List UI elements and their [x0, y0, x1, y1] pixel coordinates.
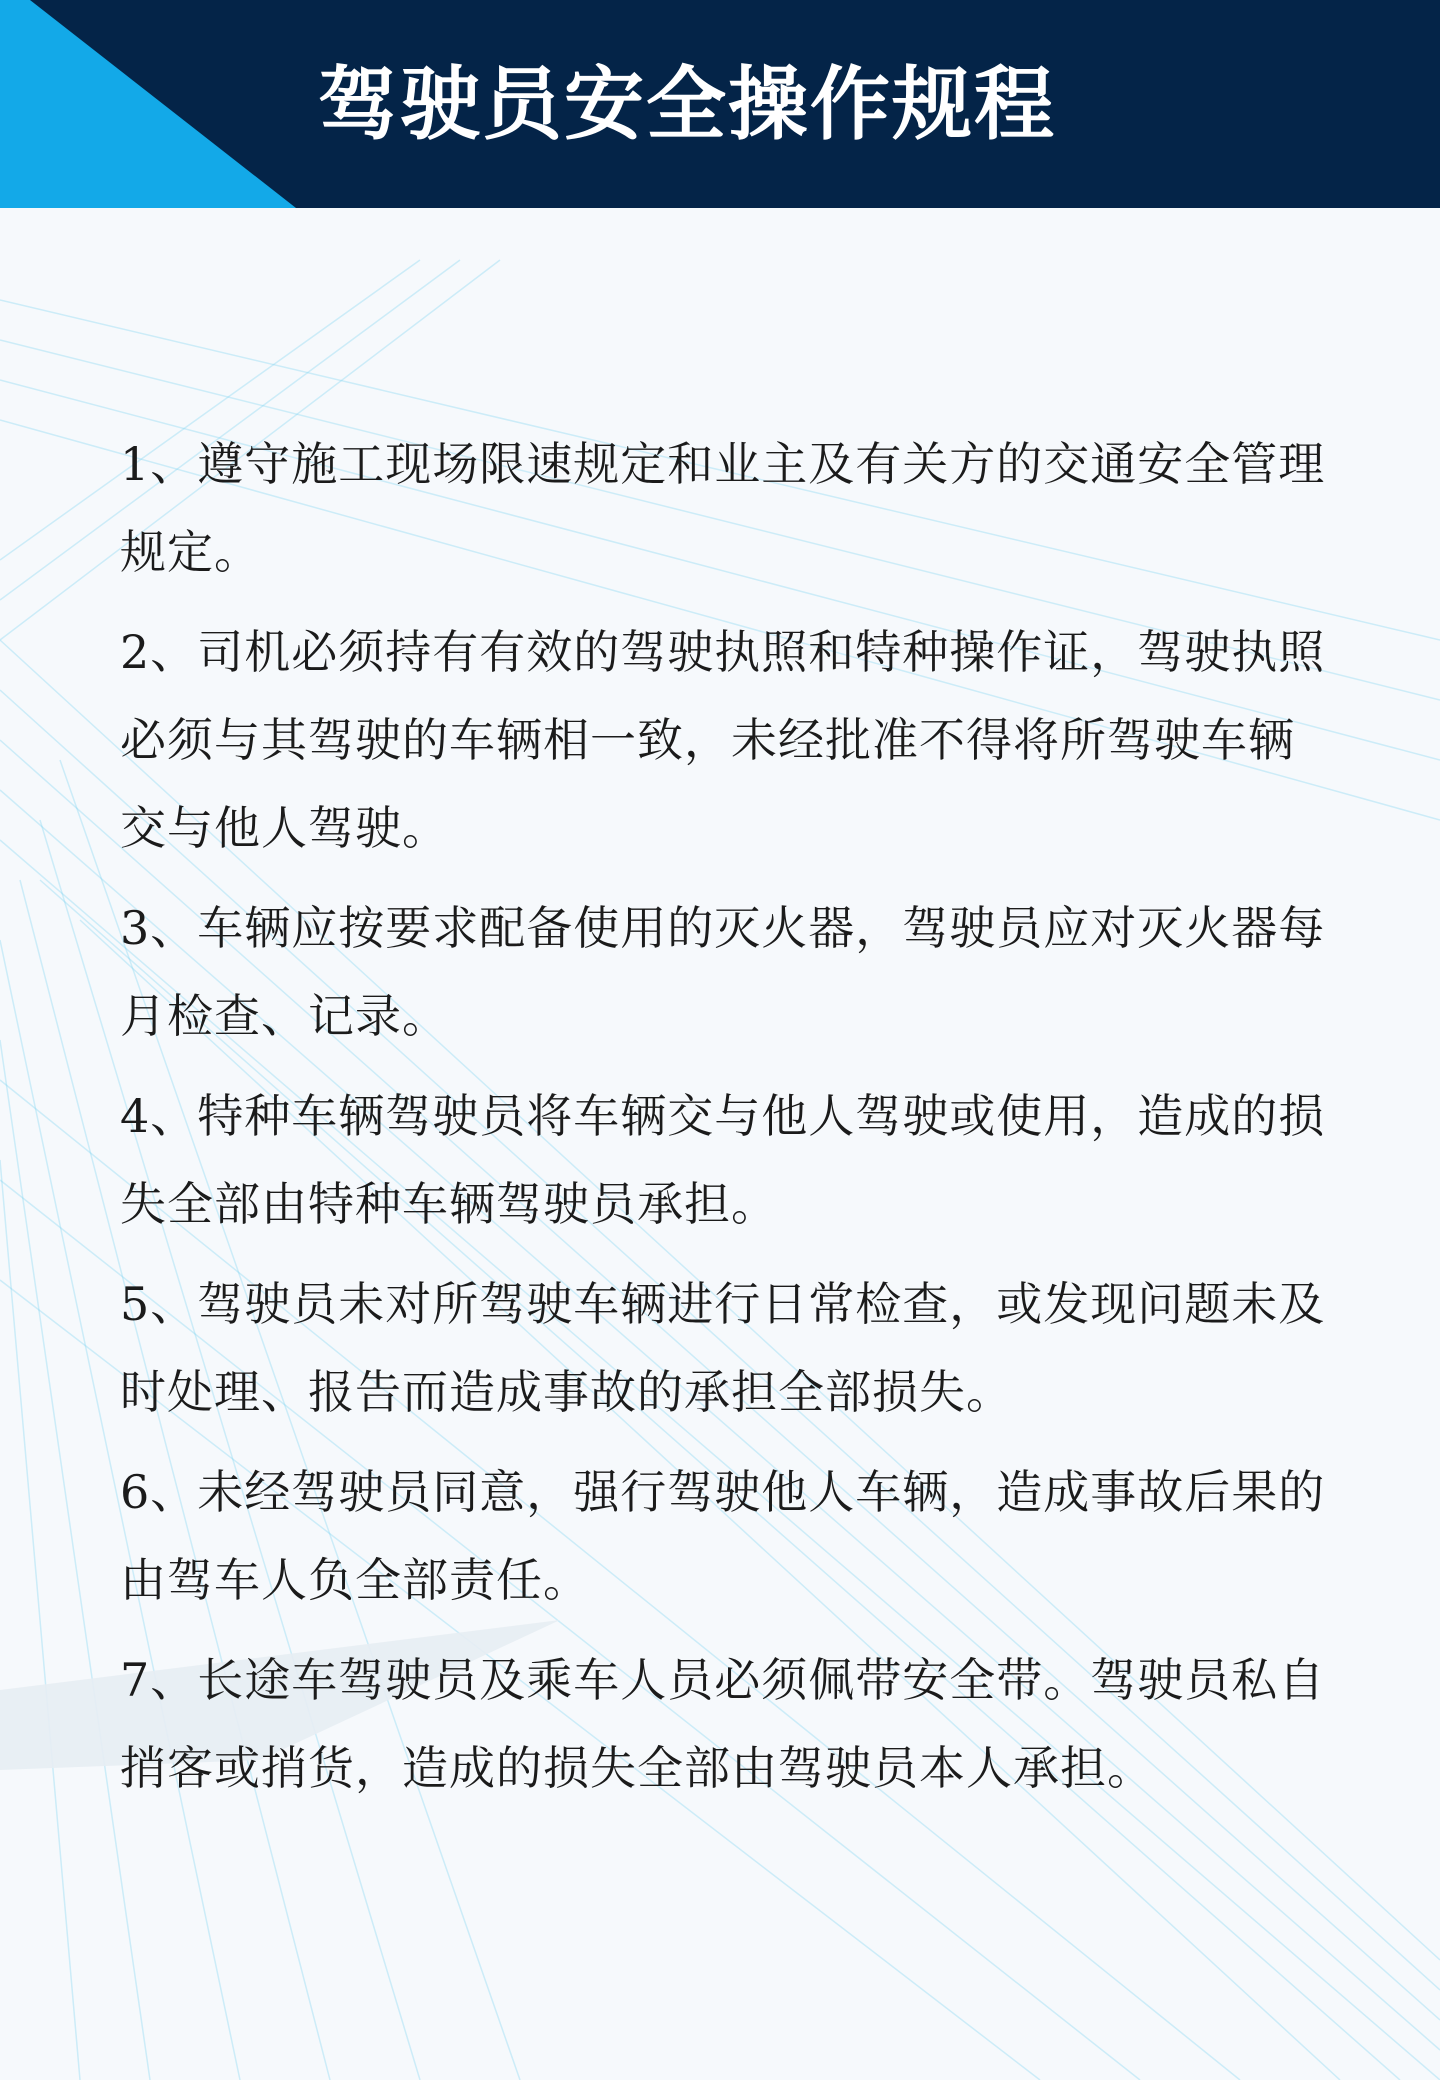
- rule-item: 6、未经驾驶员同意，强行驾驶他人车辆，造成事故后果的由驾车人负全部责任。: [120, 1465, 1326, 1607]
- rule-item: 1、遵守施工现场限速规定和业主及有关方的交通安全管理规定。: [120, 437, 1326, 579]
- rule-item: 4、特种车辆驾驶员将车辆交与他人驾驶或使用，造成的损失全部由特种车辆驾驶员承担。: [120, 1089, 1326, 1231]
- page-title: 驾驶员安全操作规程: [318, 57, 1056, 151]
- rule-item: 2、司机必须持有有效的驾驶执照和特种操作证，驾驶执照必须与其驾驶的车辆相一致，未经批准不得将所驾驶车辆交与他人驾驶。: [120, 625, 1326, 855]
- header-accent-triangle: [0, 0, 300, 208]
- rule-item: 5、驾驶员未对所驾驶车辆进行日常检查，或发现问题未及时处理、报告而造成事故的承担全部损失。: [120, 1277, 1326, 1419]
- rules-list: [120, 420, 1330, 1824]
- rule-item: 3、车辆应按要求配备使用的灭火器，驾驶员应对灭火器每月检查、记录。: [120, 901, 1326, 1043]
- header-banner: [0, 0, 1440, 208]
- rule-item: 7、长途车驾驶员及乘车人员必须佩带安全带。驾驶员私自捎客或捎货，造成的损失全部由驾驶员本人承担。: [120, 1653, 1326, 1795]
